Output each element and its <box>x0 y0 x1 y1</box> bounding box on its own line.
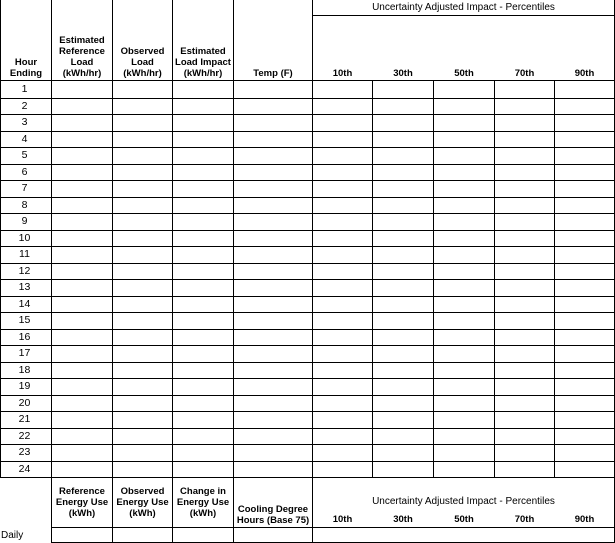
uncertainty-title-bottom: Uncertainty Adjusted Impact - Percentiles <box>372 496 555 507</box>
hour-ending-cell: 16 <box>18 331 31 343</box>
hour-ending-cell: 3 <box>21 116 28 128</box>
cooling-degree-hours-header: Cooling Degree Hours (Base 75) <box>236 504 310 526</box>
daily-percentile-30th: 30th <box>393 513 413 525</box>
hour-ending-cell: 14 <box>18 298 31 310</box>
hour-ending-cell: 19 <box>18 380 31 392</box>
reference-energy-use-header: Reference Energy Use (kWh) <box>55 486 109 519</box>
hour-ending-cell: 23 <box>18 446 31 458</box>
hour-ending-cell: 10 <box>18 232 31 244</box>
hour-ending-cell: 17 <box>18 347 31 359</box>
daily-percentile-10th: 10th <box>332 513 353 525</box>
percentile-10th-header: 10th <box>332 68 353 79</box>
hour-ending-cell: 1 <box>21 83 28 95</box>
hour-ending-cell: 7 <box>21 182 28 194</box>
hour-ending-header: Hour Ending <box>9 57 43 79</box>
hour-ending-cell: 21 <box>18 413 31 425</box>
observed-load-header: Observed Load (kWh/hr) <box>120 46 165 79</box>
uncertainty-title-top: Uncertainty Adjusted Impact - Percentiles <box>372 2 555 13</box>
hour-ending-cell: 6 <box>21 166 28 178</box>
daily-percentile-50th: 50th <box>454 513 474 525</box>
hour-ending-cell: 11 <box>19 248 30 260</box>
daily-label: Daily <box>1 530 24 541</box>
observed-energy-use-header: Observed Energy Use (kWh) <box>116 486 169 519</box>
hour-ending-cell: 12 <box>18 265 31 277</box>
hour-ending-cell: 4 <box>21 133 28 145</box>
percentile-70th-header: 70th <box>514 68 535 79</box>
percentile-50th-header: 50th <box>454 68 474 79</box>
daily-percentile-90th: 90th <box>574 513 595 525</box>
hour-ending-cell: 5 <box>21 149 28 161</box>
hour-ending-cell: 2 <box>21 100 28 112</box>
hour-ending-cell: 8 <box>21 199 28 211</box>
hour-ending-cell: 24 <box>18 463 31 475</box>
hour-ending-cell: 13 <box>18 281 31 293</box>
estimated-reference-load-header: Estimated Reference Load (kWh/hr) <box>59 35 105 79</box>
hour-ending-cell: 9 <box>21 215 28 227</box>
estimated-load-impact-header: Estimated Load Impact (kWh/hr) <box>175 46 231 79</box>
hour-ending-cell: 18 <box>18 364 31 376</box>
hour-ending-cell: 22 <box>18 430 31 442</box>
percentile-30th-header: 30th <box>393 68 413 79</box>
change-in-energy-use-header: Change in Energy Use (kWh) <box>176 486 230 519</box>
daily-percentile-70th: 70th <box>514 513 535 525</box>
percentile-90th-header: 90th <box>574 68 595 79</box>
hour-ending-cell: 20 <box>18 397 31 409</box>
temp-header: Temp (F) <box>253 68 293 79</box>
hour-ending-cell: 15 <box>18 314 31 326</box>
